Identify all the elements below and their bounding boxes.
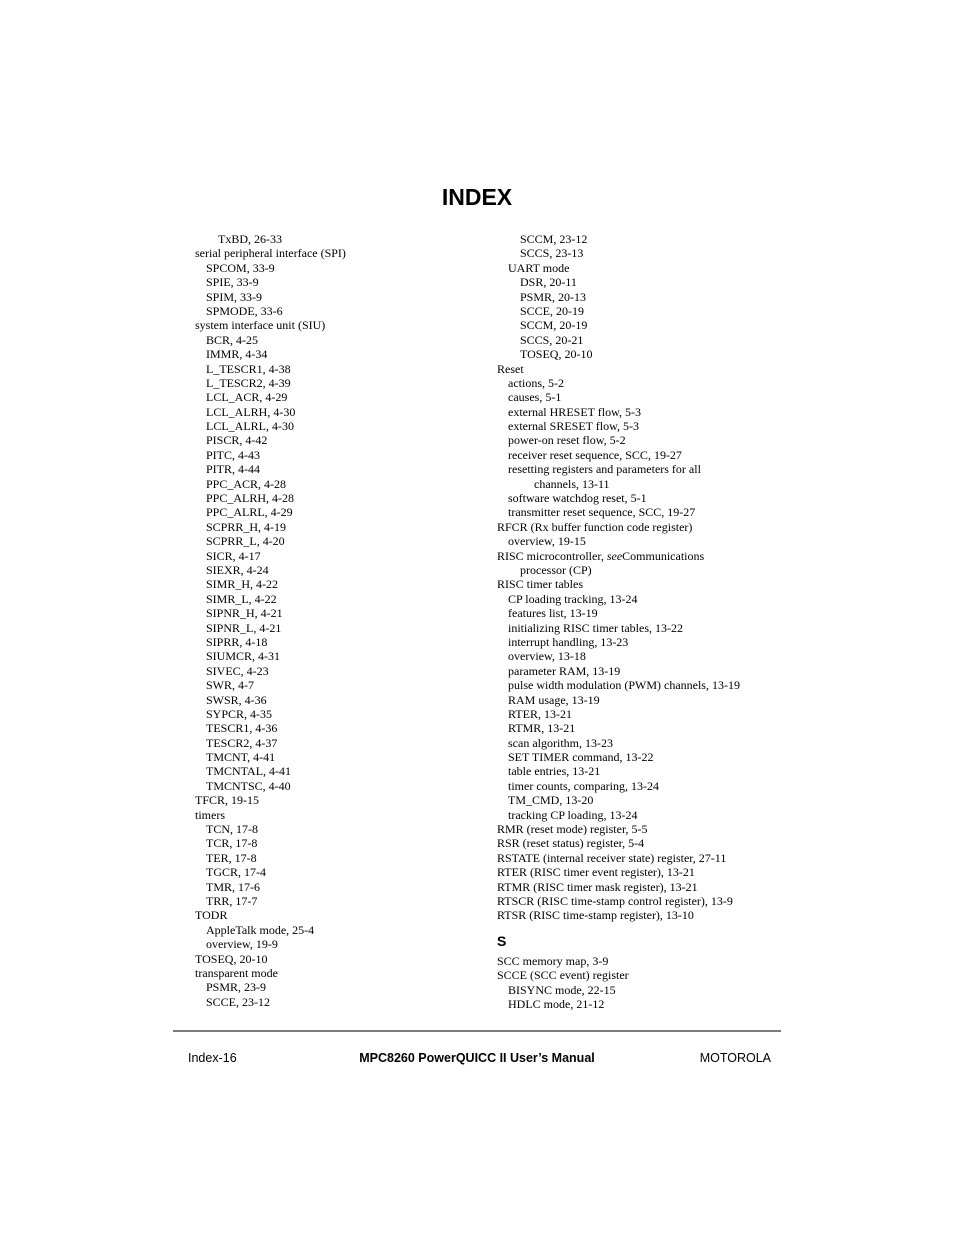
index-entry: features list, 13-19 [508, 606, 598, 621]
index-entry: timer counts, comparing, 13-24 [508, 778, 659, 793]
index-entry: pulse width modulation (PWM) channels, 13-19 [508, 678, 740, 693]
index-column-left [195, 232, 465, 1009]
index-entry: external SRESET flow, 5-3 [508, 419, 639, 434]
index-entry: interrupt handling, 13-23 [508, 634, 629, 649]
index-entry: TMR, 17-6 [206, 879, 260, 894]
index-entry: transmitter reset sequence, SCC, 19-27 [508, 505, 696, 520]
index-entry: SWR, 4-7 [206, 678, 254, 693]
index-entry: TESCR2, 4-37 [206, 735, 278, 750]
index-entry: HDLC mode, 21-12 [508, 996, 605, 1011]
index-entry: SCCM, 23-12 [520, 232, 588, 246]
index-entry: processor (CP) [520, 562, 592, 577]
index-entry: PITC, 4-43 [206, 447, 260, 462]
index-entry: SIPNR_H, 4-21 [206, 606, 283, 621]
index-entry: TER, 17-8 [206, 850, 257, 865]
index-entry: SET TIMER command, 13-22 [508, 750, 654, 765]
index-entry: SCCS, 20-21 [520, 332, 584, 347]
index-entry: PPC_ALRH, 4-28 [206, 491, 295, 506]
index-entry: TESCR1, 4-36 [206, 721, 278, 736]
index-entry: TGCR, 17-4 [206, 865, 266, 880]
index-entry: SWSR, 4-36 [206, 692, 267, 707]
index-entry: tracking CP loading, 13-24 [508, 807, 638, 822]
index-entry: PPC_ACR, 4-28 [206, 476, 287, 491]
index-entry: RAM usage, 13-19 [508, 692, 600, 707]
index-entry: SIEXR, 4-24 [206, 562, 269, 577]
index-entry: BCR, 4-25 [206, 332, 259, 347]
index-entry: PISCR, 4-42 [206, 433, 268, 448]
index-entry: LCL_ACR, 4-29 [206, 390, 288, 405]
index-column-right [497, 232, 782, 1011]
index-entry: SPMODE, 33-6 [206, 303, 283, 318]
index-entry: TOSEQ, 20-10 [195, 951, 268, 966]
index-entry: TMCNTSC, 4-40 [206, 778, 291, 793]
index-entry: serial peripheral interface (SPI) [195, 246, 346, 261]
index-entry: external HRESET flow, 5-3 [508, 404, 641, 419]
index-entry: table entries, 13-21 [508, 764, 601, 779]
index-section-letter: S [497, 932, 507, 949]
index-entry: TCN, 17-8 [206, 822, 258, 837]
index-entry: LCL_ALRH, 4-30 [206, 404, 296, 419]
index-entry: overview, 13-18 [508, 649, 586, 664]
index-entry: initializing RISC timer tables, 13-22 [508, 620, 683, 635]
index-entry: RTSR (RISC time-stamp register), 13-10 [497, 908, 694, 923]
index-entry: system interface unit (SIU) [195, 318, 326, 333]
index-entry: TxBD, 26-33 [218, 232, 282, 246]
index-entry: scan algorithm, 13-23 [508, 735, 613, 750]
index-entry: SCCM, 20-19 [520, 318, 588, 333]
index-entry: PSMR, 20-13 [520, 289, 587, 304]
index-entry-reference: Communications [622, 548, 705, 563]
index-entry: PITR, 4-44 [206, 462, 260, 477]
index-entry: software watchdog reset, 5-1 [508, 491, 647, 506]
index-entry: TOSEQ, 20-10 [520, 347, 593, 362]
index-entry: overview, 19-9 [206, 937, 278, 952]
index-entry: TM_CMD, 13-20 [508, 793, 594, 808]
index-entry: SIUMCR, 4-31 [206, 649, 281, 664]
index-entry: RTSCR (RISC time-stamp control register), 13-9 [497, 893, 733, 908]
index-entry: receiver reset sequence, SCC, 19-27 [508, 447, 682, 462]
index-entry: channels, 13-11 [534, 476, 610, 491]
index-entry: causes, 5-1 [508, 390, 562, 405]
index-entry: parameter RAM, 13-19 [508, 663, 621, 678]
index-entry: TCR, 17-8 [206, 836, 258, 851]
index-entry: TFCR, 19-15 [195, 793, 260, 808]
index-entry: PSMR, 23-9 [206, 980, 267, 995]
index-entry: SCCE, 20-19 [520, 303, 585, 318]
index-entry [497, 549, 782, 563]
index-entry: SCPRR_L, 4-20 [206, 534, 285, 549]
index-entry: overview, 19-15 [508, 534, 586, 549]
index-entry: PPC_ALRL, 4-29 [206, 505, 293, 520]
index-entry: IMMR, 4-34 [206, 347, 268, 362]
index-entry: LCL_ALRL, 4-30 [206, 419, 294, 434]
index-entry: RTER (RISC timer event register), 13-21 [497, 865, 695, 880]
footer-manual-title: MPC8260 PowerQUICC II User’s Manual [359, 1051, 595, 1065]
index-entry: RSR (reset status) register, 5-4 [497, 836, 645, 851]
index-entry: SYPCR, 4-35 [206, 706, 273, 721]
index-entry: SCCE (SCC event) register [497, 968, 629, 983]
index-entry: RTER, 13-21 [508, 706, 572, 721]
index-entry: TMCNT, 4-41 [206, 750, 276, 765]
index-entry: RMR (reset mode) register, 5-5 [497, 822, 648, 837]
index-entry: TMCNTAL, 4-41 [206, 764, 292, 779]
index-entry: SCCE, 23-12 [206, 994, 271, 1009]
index-entry-see: see [606, 548, 623, 563]
index-entry: BISYNC mode, 22-15 [508, 982, 616, 997]
index-entry: DSR, 20-11 [520, 275, 577, 290]
index-entry: SPIM, 33-9 [206, 289, 263, 304]
index-entry: AppleTalk mode, 25-4 [206, 922, 315, 937]
index-entry: CP loading tracking, 13-24 [508, 591, 638, 606]
index-entry-text: RISC microcontroller, [497, 548, 607, 563]
index-entry: TODR [195, 908, 228, 923]
index-entry: Reset [497, 361, 524, 376]
index-entry: RSTATE (internal receiver state) register, 27-11 [497, 850, 727, 865]
index-entry: SCPRR_H, 4-19 [206, 519, 287, 534]
index-entry: actions, 5-2 [508, 375, 564, 390]
index-entry: SCCS, 23-13 [520, 246, 584, 261]
index-entry: SPIE, 33-9 [206, 275, 259, 290]
index-entry: SIMR_H, 4-22 [206, 577, 279, 592]
index-entry: L_TESCR1, 4-38 [206, 361, 291, 376]
index-entry: SIPRR, 4-18 [206, 634, 268, 649]
footer-page-number: Index-16 [188, 1051, 237, 1065]
index-entry: SPCOM, 33-9 [206, 260, 275, 275]
index-entry: SIMR_L, 4-22 [206, 591, 277, 606]
index-entry: SCC memory map, 3-9 [497, 953, 609, 968]
footer-company: MOTOROLA [699, 1051, 771, 1065]
index-entry: L_TESCR2, 4-39 [206, 375, 291, 390]
index-entry: RISC timer tables [497, 577, 583, 592]
index-entry: RFCR (Rx buffer function code register) [497, 519, 693, 534]
page-title: INDEX [441, 184, 513, 210]
index-entry: SIVEC, 4-23 [206, 663, 269, 678]
index-entry: power-on reset flow, 5-2 [508, 433, 626, 448]
index-entry: SIPNR_L, 4-21 [206, 620, 282, 635]
index-entry: resetting registers and parameters for all [508, 462, 701, 477]
index-entry: RTMR (RISC timer mask register), 13-21 [497, 879, 698, 894]
index-entry: TRR, 17-7 [206, 893, 258, 908]
footer-rule [173, 1030, 781, 1032]
index-entry: RTMR, 13-21 [508, 721, 576, 736]
index-entry: timers [195, 807, 225, 822]
index-entry: SICR, 4-17 [206, 548, 261, 563]
index-entry: UART mode [508, 260, 570, 275]
index-entry: transparent mode [195, 965, 278, 980]
